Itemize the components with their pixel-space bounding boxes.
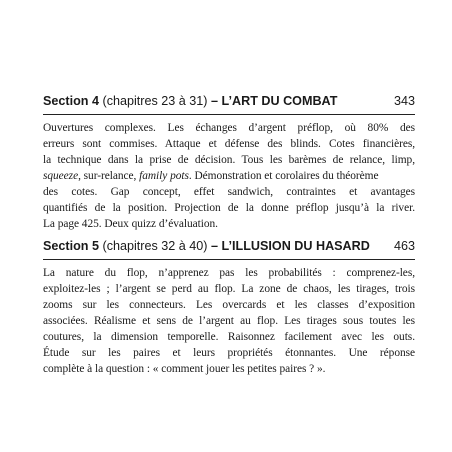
- italic-term-squeeze: squeeze: [43, 170, 79, 182]
- description-line: associées. Réalisme et sens de l’argent au flop. Les tirages sous toutes les: [43, 315, 415, 327]
- section-page-number: 343: [393, 94, 415, 108]
- italic-term-family-pots: family pots: [139, 170, 189, 182]
- description-text: , sur-relance,: [78, 170, 140, 182]
- description-line: exploitez-les ; l’argent se perd au flop. La zone de chaos, les tirages, trois: [43, 283, 415, 295]
- description-line: des cotes. Gap concept, effet sandwich, contraintes et avantages: [43, 186, 415, 198]
- description-line: zooms sur les connecteurs. Les overcards et les classes d’exposition: [43, 299, 415, 311]
- description-text: . Démonstration et corolaires du théorème: [188, 170, 379, 182]
- section-page-number: 463: [393, 239, 415, 253]
- description-line: Ouvertures complexes. Les échanges d’argent préflop, où 80% des: [43, 122, 415, 134]
- section-description: [43, 120, 415, 232]
- section-chapters: (chapitres 23 à 31): [102, 94, 208, 108]
- section-number: Section 4: [43, 94, 99, 108]
- section-heading: [43, 93, 415, 115]
- section-chapters: (chapitres 32 à 40): [102, 239, 208, 253]
- description-line: coutures, la dimension temporelle. Raisonnez facilement avec les outs.: [43, 331, 415, 343]
- description-line: complète à la question : « comment jouer les petites paires ? ».: [43, 363, 326, 375]
- section-title: – L’ART DU COMBAT: [211, 94, 338, 108]
- section-heading: [43, 238, 415, 260]
- section-heading-left: [43, 238, 370, 255]
- description-line: La nature du flop, n’apprenez pas les probabilités : comprenez-les,: [43, 267, 415, 279]
- description-line: Étude sur les paires et leurs propriétés étonnantes. Une réponse: [43, 347, 415, 359]
- section-description: [43, 265, 415, 377]
- description-line: [43, 168, 415, 184]
- description-line: la technique dans la prise de décision. Tous les barèmes de relance, limp,: [43, 154, 415, 166]
- section-number: Section 5: [43, 239, 99, 253]
- section-5: [43, 238, 415, 377]
- section-heading-left: [43, 93, 337, 110]
- description-line: erreurs sont commises. Attaque et défense des blinds. Cotes financières,: [43, 138, 415, 150]
- description-line: La page 425. Deux quizz d’évaluation.: [43, 218, 218, 230]
- section-4: [43, 93, 415, 232]
- section-title: – L’ILLUSION DU HASARD: [211, 239, 370, 253]
- description-line: quantifiés de la position. Projection de la donne préflop jusqu’à la river.: [43, 202, 415, 214]
